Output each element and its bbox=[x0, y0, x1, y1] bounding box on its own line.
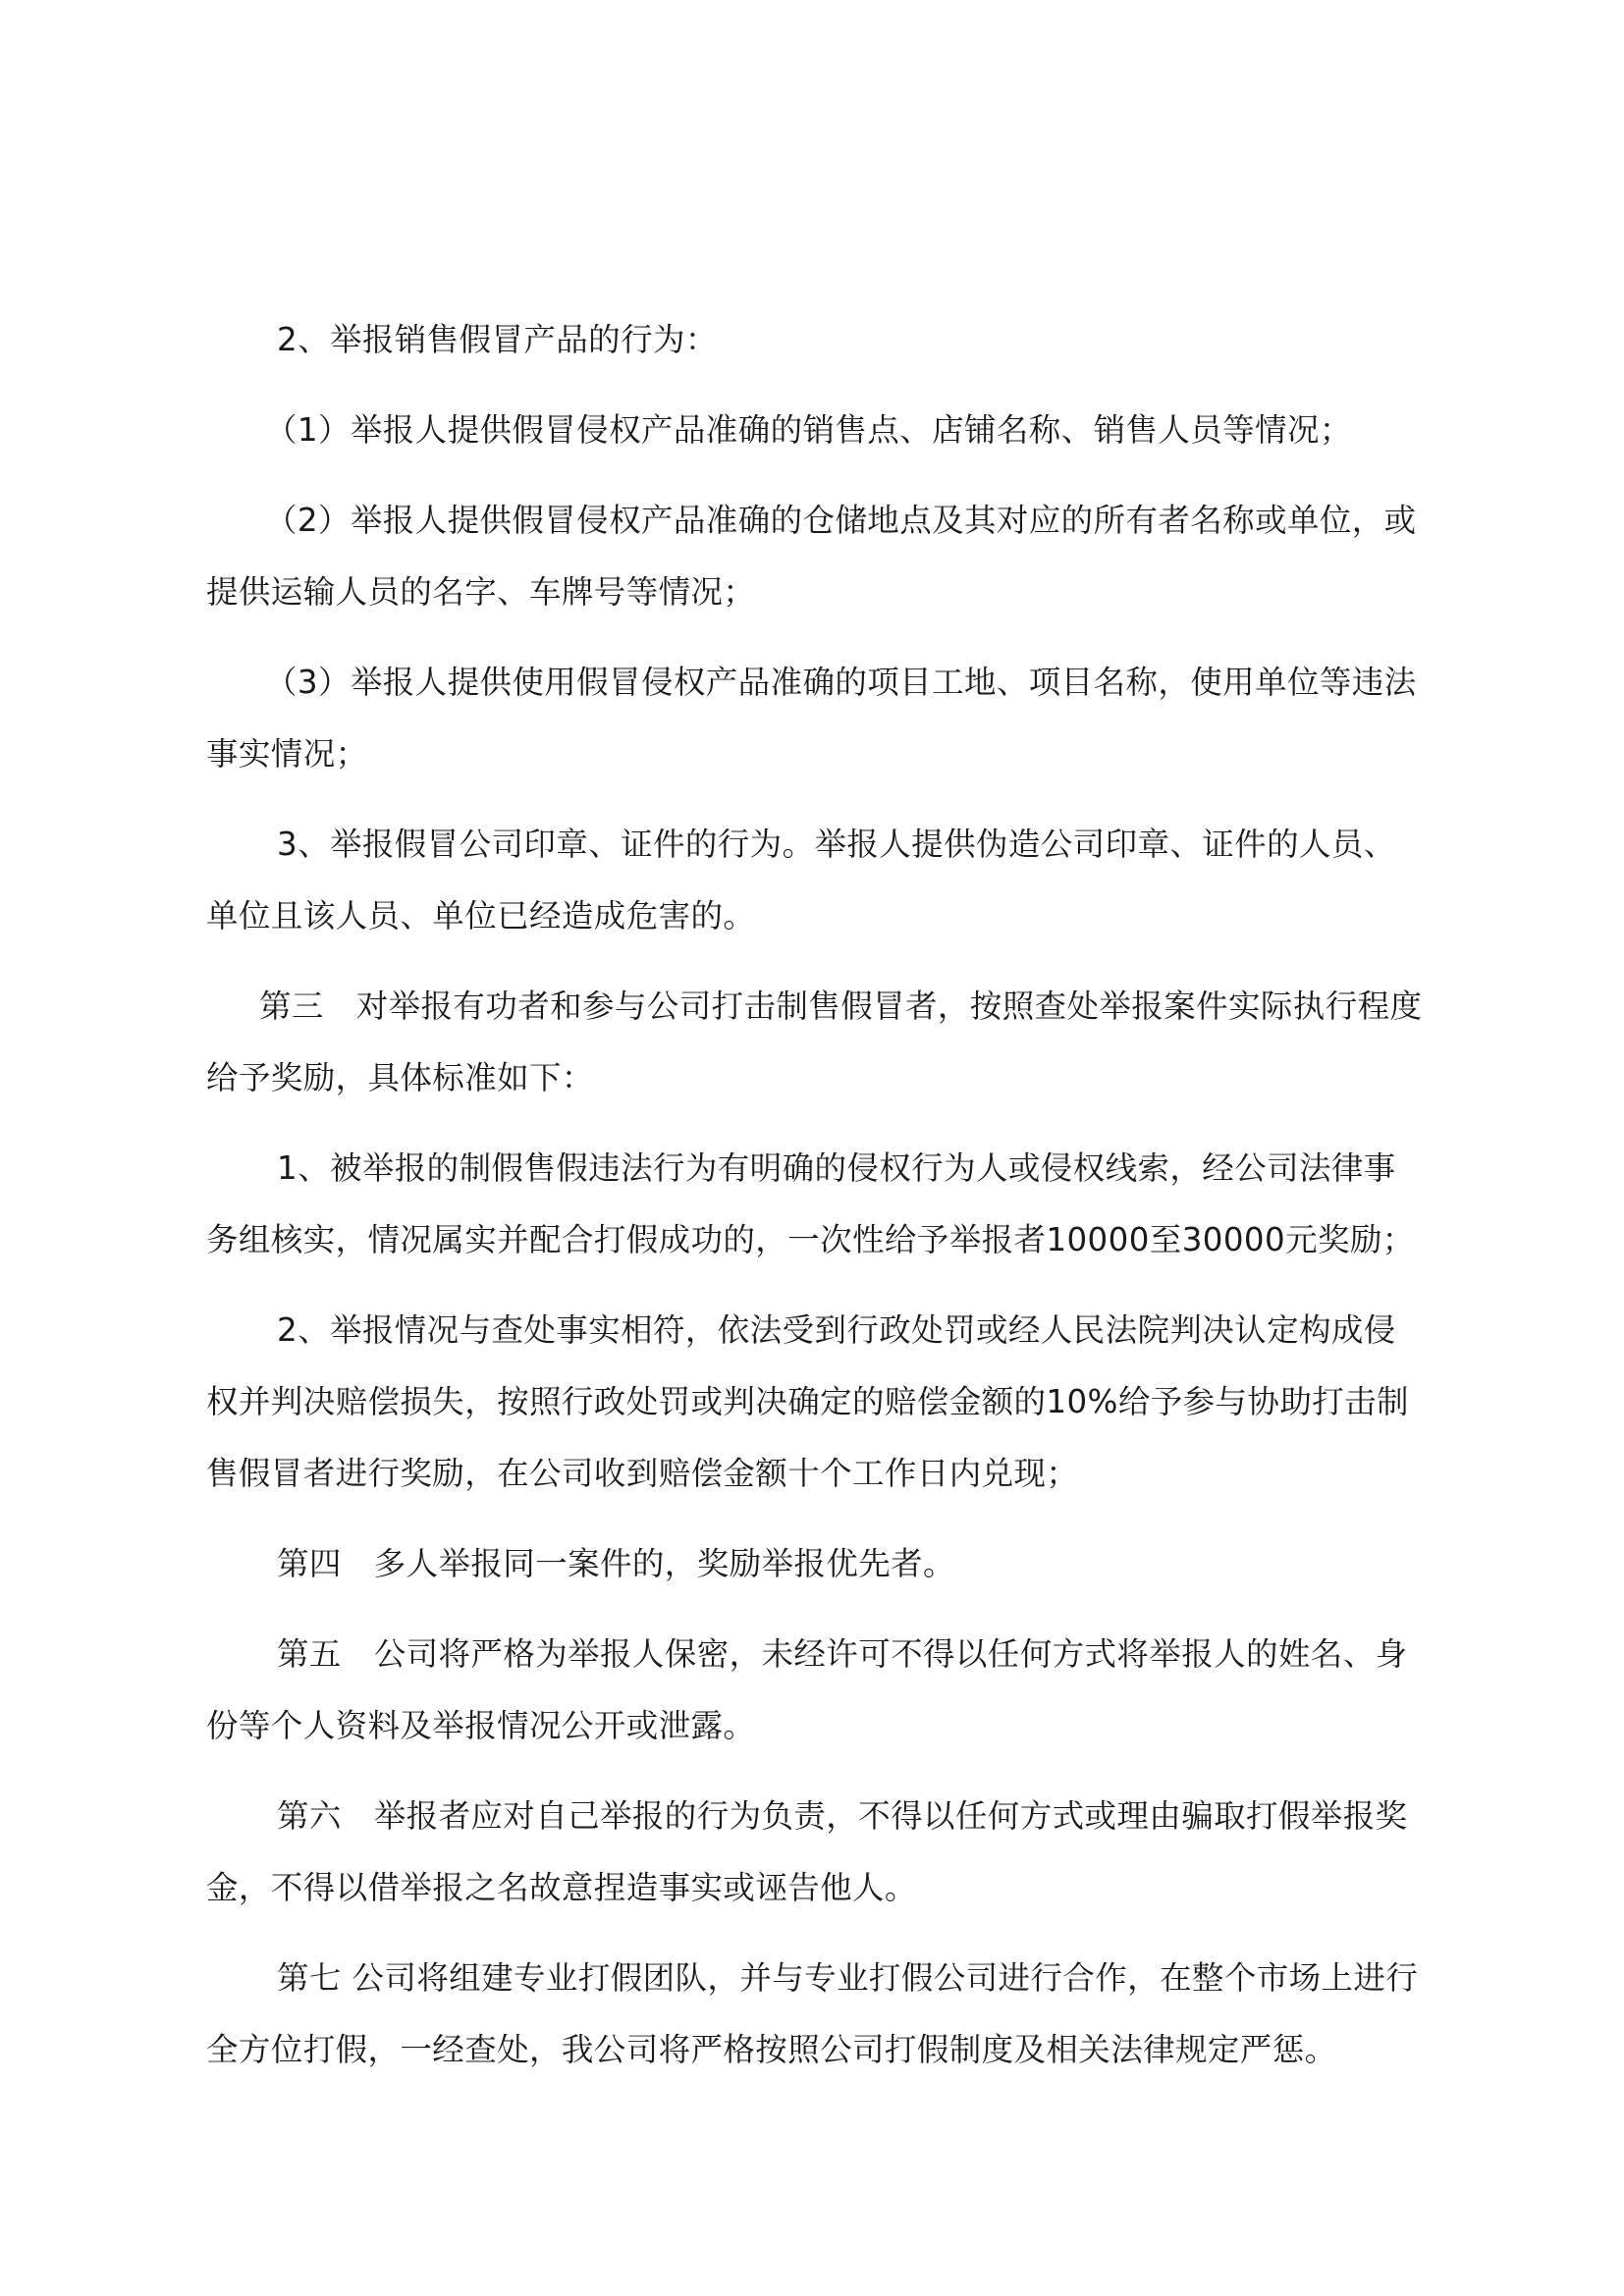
sub-item-2: （2）举报人提供假冒侵权产品准确的仓储地点及其对应的所有者名称或单位，或提供运输人员的名字、车牌号等情况； bbox=[206, 502, 1417, 611]
sub-item-1: （1）举报人提供假冒侵权产品准确的销售点、店铺名称、销售人员等情况； bbox=[265, 411, 1352, 449]
sub-item-3: （3）举报人提供使用假冒侵权产品准确的项目工地、项目名称，使用单位等违法事实情况； bbox=[206, 664, 1417, 773]
article-3: 第三 对举报有功者和参与公司打击制售假冒者，按照查处举报案件实际执行程度给予奖励，具体标准如下： bbox=[206, 988, 1423, 1096]
item-3: 3、举报假冒公司印章、证件的行为。举报人提供伪造公司印章、证件的人员、单位且该人员、单位已经造成危害的。 bbox=[206, 826, 1396, 934]
article-3-item-2: 2、举报情况与查处事实相符，依法受到行政处罚或经人民法院判决认定构成侵权并判决赔偿损失，按照行政处罚或判决确定的赔偿金额的10%给予参与协助打击制售假冒者进行奖励，在公司收到赔偿金额十个工作日内兑现； bbox=[206, 1311, 1409, 1492]
article-3-item-1: 1、被举报的制假售假违法行为有明确的侵权行为人或侵权线索，经公司法律事务组核实，情况属实并配合打假成功的，一次性给予举报者10000至30000元奖励； bbox=[206, 1149, 1415, 1258]
article-7: 第七 公司将组建专业打假团队，并与专业打假公司进行合作，在整个市场上进行全方位打假，一经查处，我公司将严格按照公司打假制度及相关法律规定严惩。 bbox=[206, 1959, 1419, 2068]
article-5: 第五 公司将严格为举报人保密，未经许可不得以任何方式将举报人的姓名、身份等个人资料及举报情况公开或泄露。 bbox=[206, 1635, 1408, 1744]
article-4: 第四 多人举报同一案件的，奖励举报优先者。 bbox=[277, 1545, 955, 1582]
document-body bbox=[206, 304, 1424, 2086]
item-2-heading: 2、举报销售假冒产品的行为： bbox=[277, 321, 718, 358]
article-6: 第六 举报者应对自己举报的行为负责，不得以任何方式或理由骗取打假举报奖金，不得以借举报之名故意捏造事实或诬告他人。 bbox=[206, 1797, 1408, 1906]
